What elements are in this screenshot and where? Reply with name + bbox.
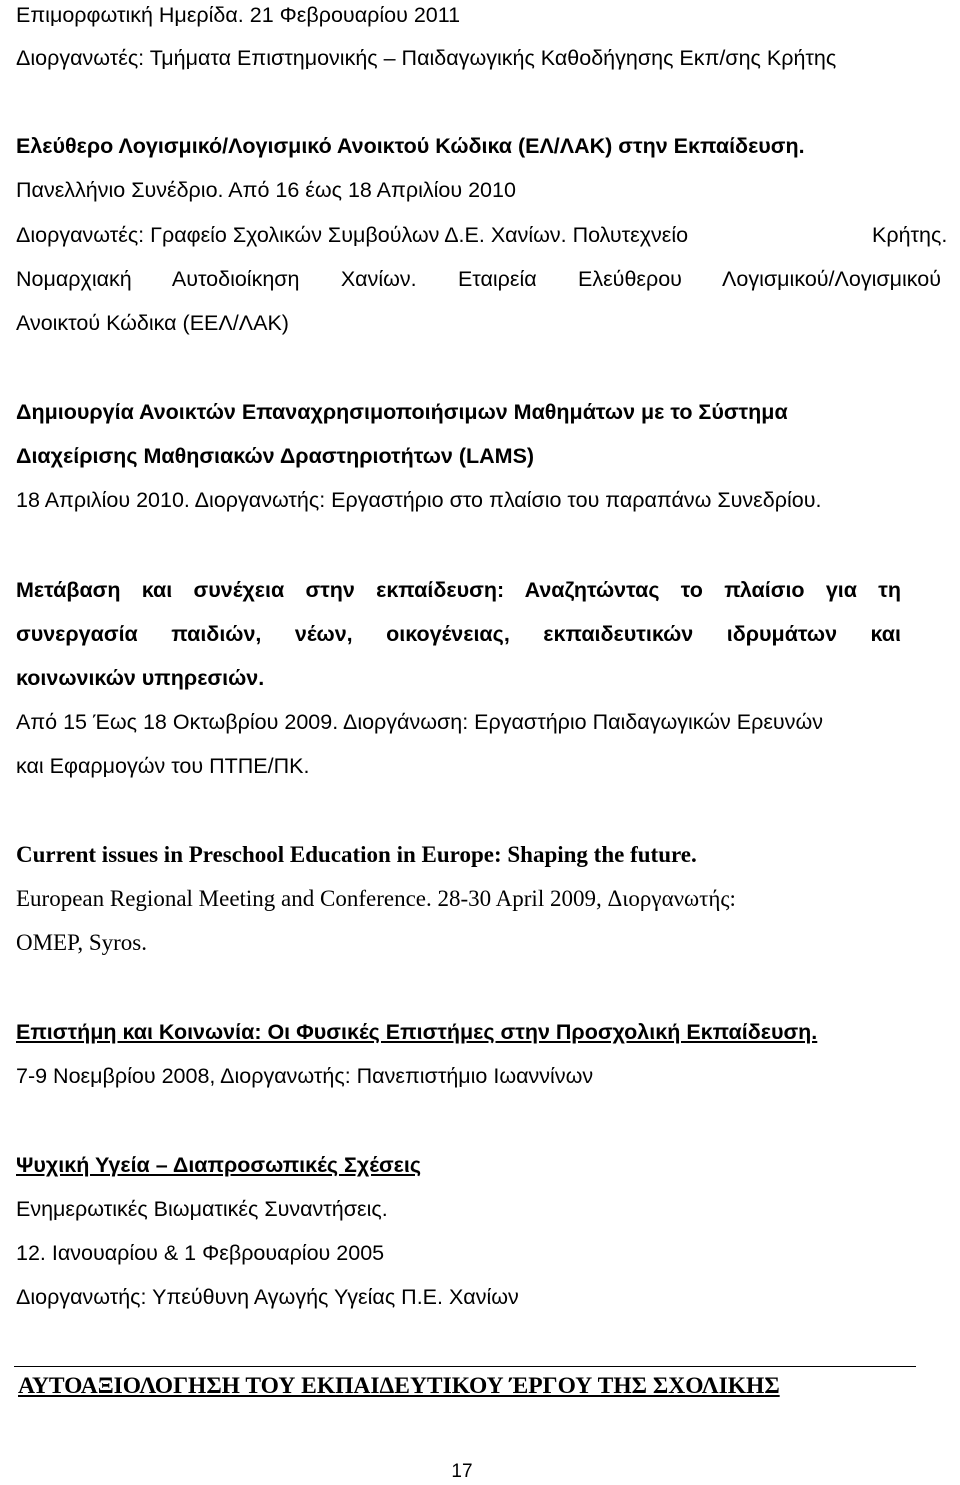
entry-organizers: Νομαρχιακή Αυτοδιοίκηση Χανίων. Εταιρεία Ελεύθερου Λογισμικού/Λογισμικού: [16, 267, 941, 291]
entry-organizers: OMEP, Syros.: [16, 930, 148, 955]
entry-organizers-continued: Κρήτης.: [872, 223, 948, 247]
entry-title: κοινωνικών υπηρεσιών.: [16, 666, 265, 690]
entry-title: Δημιουργία Ανοικτών Επαναχρησιμοποιήσιμων Μαθημάτων με το Σύστημα: [16, 400, 788, 424]
entry-line: 12. Ιανουαρίου & 1 Φεβρουαρίου 2005: [16, 1241, 385, 1265]
entry-organizers: Διοργανωτές: Τμήματα Επιστημονικής – Παιδαγωγικής Καθοδήγησης Εκπ/σης Κρήτης: [16, 46, 837, 70]
entry-line: 7-9 Νοεμβρίου 2008, Διοργανωτής: Πανεπιστήμιο Ιωαννίνων: [16, 1064, 594, 1088]
entry-line: Πανελλήνιο Συνέδριο. Από 16 έως 18 Απριλίου 2010: [16, 178, 516, 202]
section-rule: [14, 1366, 916, 1367]
entry-title: Επιστήμη και Κοινωνία: Οι Φυσικές Επιστήμες στην Προσχολική Εκπαίδευση.: [16, 1020, 818, 1044]
section-heading: ΑΥΤΟΑΞΙΟΛΟΓΗΣΗ ΤΟΥ ΕΚΠΑΙΔΕΥΤΙΚΟΥ ΈΡΓΟΥ ΤΗΣ ΣΧΟΛΙΚΗΣ: [18, 1373, 780, 1399]
entry-line: και Εφαρμογών του ΠΤΠΕ/ΠΚ.: [16, 754, 310, 778]
entry-line: Ενημερωτικές Βιωματικές Συναντήσεις.: [16, 1197, 388, 1221]
entry-title: Ψυχική Υγεία – Διαπροσωπικές Σχέσεις: [16, 1153, 422, 1177]
entry-title: Current issues in Preschool Education in Europe: Shaping the future.: [16, 842, 697, 867]
entry-title: συνεργασία παιδιών, νέων, οικογένειας, εκπαιδευτικών ιδρυμάτων και: [16, 622, 901, 646]
entry-title: Ελεύθερο Λογισμικό/Λογισμικό Ανοικτού Κώδικα (ΕΛ/ΛΑΚ) στην Εκπαίδευση.: [16, 134, 805, 158]
entry-organizers: Διοργανωτής: Υπεύθυνη Αγωγής Υγείας Π.Ε. Χανίων: [16, 1285, 519, 1309]
entry-line: European Regional Meeting and Conference. 28-30 April 2009, Διοργανωτής:: [16, 886, 736, 911]
entry-line: Επιμορφωτική Ημερίδα. 21 Φεβρουαρίου 2011: [16, 3, 461, 27]
entry-organizers: Ανοικτού Κώδικα (ΕΕΛ/ΛΑΚ): [16, 311, 289, 335]
entry-line: Από 15 Έως 18 Οκτωβρίου 2009. Διοργάνωση: Εργαστήριο Παιδαγωγικών Ερευνών: [16, 710, 823, 734]
page-number: 17: [451, 1461, 473, 1482]
entry-organizers: Διοργανωτές: Γραφείο Σχολικών Συμβούλων Δ.Ε. Χανίων. Πολυτεχνείο: [16, 223, 689, 247]
entry-line: 18 Απριλίου 2010. Διοργανωτής: Εργαστήριο στο πλαίσιο του παραπάνω Συνεδρίου.: [16, 488, 822, 512]
entry-title: Διαχείρισης Μαθησιακών Δραστηριοτήτων (LAMS): [16, 444, 535, 468]
entry-title: Μετάβαση και συνέχεια στην εκπαίδευση: Αναζητώντας το πλαίσιο για τη: [16, 578, 901, 602]
